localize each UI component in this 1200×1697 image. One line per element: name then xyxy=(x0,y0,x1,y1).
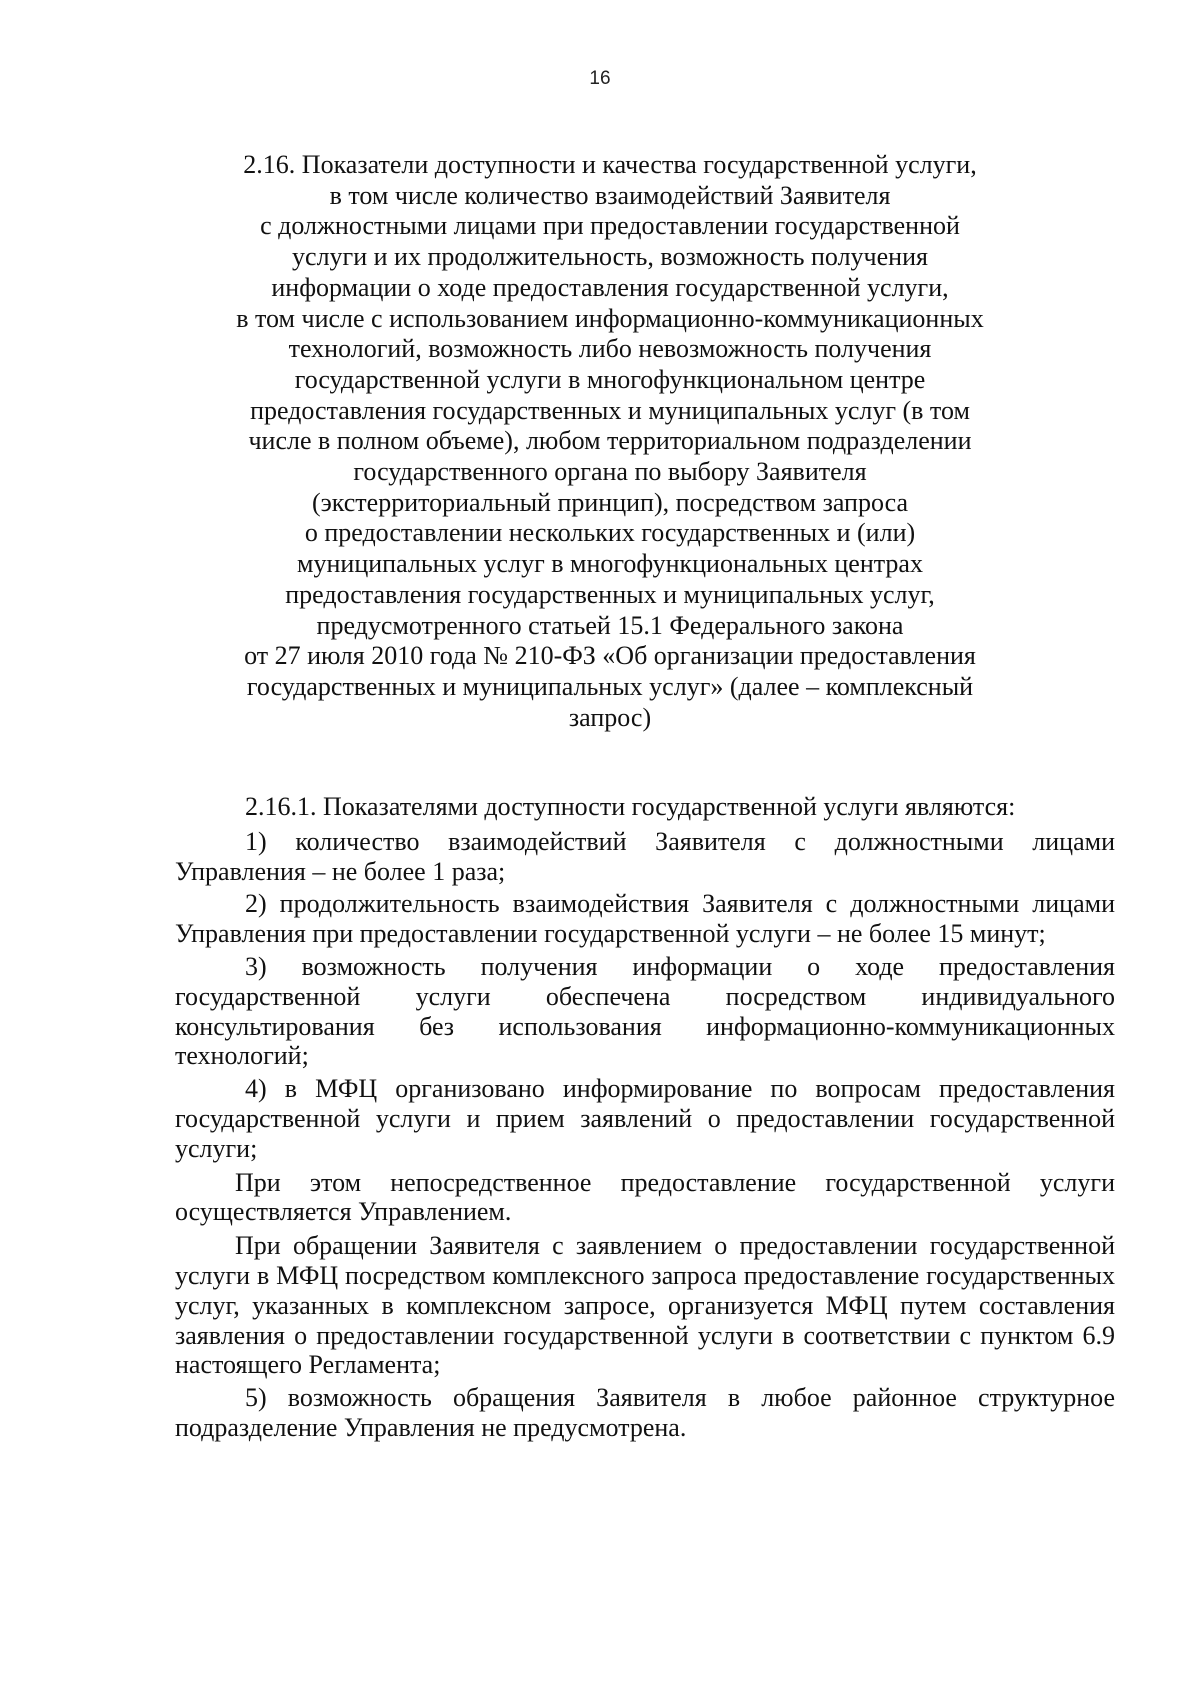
paragraph-direct-provision: При этом непосредственное предоставление государственной услуги осуществляется Управлением. xyxy=(175,1167,1115,1227)
heading-line: государственной услуги в многофункциональном центре xyxy=(294,364,926,394)
heading-line: от 27 июля 2010 года № 210-ФЗ «Об организации предоставления xyxy=(244,641,976,671)
heading-line: с должностными лицами при предоставлении государственной xyxy=(260,211,960,241)
heading-line: предоставления государственных и муниципальных услуг, xyxy=(285,579,935,609)
heading-line: 2.16. Показатели доступности и качества государственной услуги, xyxy=(243,150,977,179)
heading-line: в том числе с использованием информационно-коммуникационных xyxy=(236,303,984,333)
list-item-4: 4) в МФЦ организовано информирование по вопросам предоставления государственной услуги и прием заявлений о предоставлении государственной услуги; xyxy=(175,1074,1115,1163)
list-item-5: 5) возможность обращения Заявителя в любое районное структурное подразделение Управления не предусмотрена. xyxy=(175,1383,1115,1442)
list-item-2: 2) продолжительность взаимодействия Заявителя с должностными лицами Управления при предоставлении государственной услуги – не более 15 минут; xyxy=(175,889,1115,949)
heading-line: (экстерриториальный принцип), посредством запроса xyxy=(311,487,909,517)
heading-line: числе в полном объеме), любом территориальном подразделении xyxy=(248,426,972,456)
heading-line: предоставления государственных и муниципальных услуг (в том xyxy=(250,395,970,425)
heading-line: государственных и муниципальных услуг» (далее – комплексный xyxy=(246,671,974,701)
page-number: 16 xyxy=(589,68,611,89)
paragraph-complex-request: При обращении Заявителя с заявлением о предоставлении государственной услуги в МФЦ посредством комплексного запроса предоставление государственных услуг, указанных в комплексном запросе, организуется МФЦ путем составления заявления о предоставлении государственной услуги в соответствии с пунктом 6.9 настоящего Регламента; xyxy=(175,1231,1115,1380)
heading-line: о предоставлении нескольких государственных и (или) xyxy=(304,518,916,548)
heading-line: технологий, возможность либо невозможность получения xyxy=(288,334,932,364)
subsection-intro: 2.16.1. Показателями доступности государственной услуги являются: xyxy=(245,792,1016,821)
heading-line: информации о ходе предоставления государственной услуги, xyxy=(271,272,949,302)
heading-line: услуги и их продолжительность, возможность получения xyxy=(292,242,928,272)
list-item-3: 3) возможность получения информации о ходе предоставления государственной услуги обеспечена посредством индивидуального консультирования без использования информационно-коммуникационных технологий; xyxy=(175,951,1115,1071)
heading-line: предусмотренного статьей 15.1 Федерального закона xyxy=(316,610,904,640)
heading-line: запрос) xyxy=(568,702,652,732)
heading-line: муниципальных услуг в многофункциональных центрах xyxy=(297,549,923,579)
document-body xyxy=(175,792,1115,1446)
heading-line: государственного органа по выбору Заявителя xyxy=(353,457,867,487)
list-item-1: 1) количество взаимодействий Заявителя с должностными лицами Управления – не более 1 раза; xyxy=(175,826,1115,886)
section-heading xyxy=(170,150,1050,733)
heading-line: в том числе количество взаимодействий Заявителя xyxy=(329,180,891,210)
